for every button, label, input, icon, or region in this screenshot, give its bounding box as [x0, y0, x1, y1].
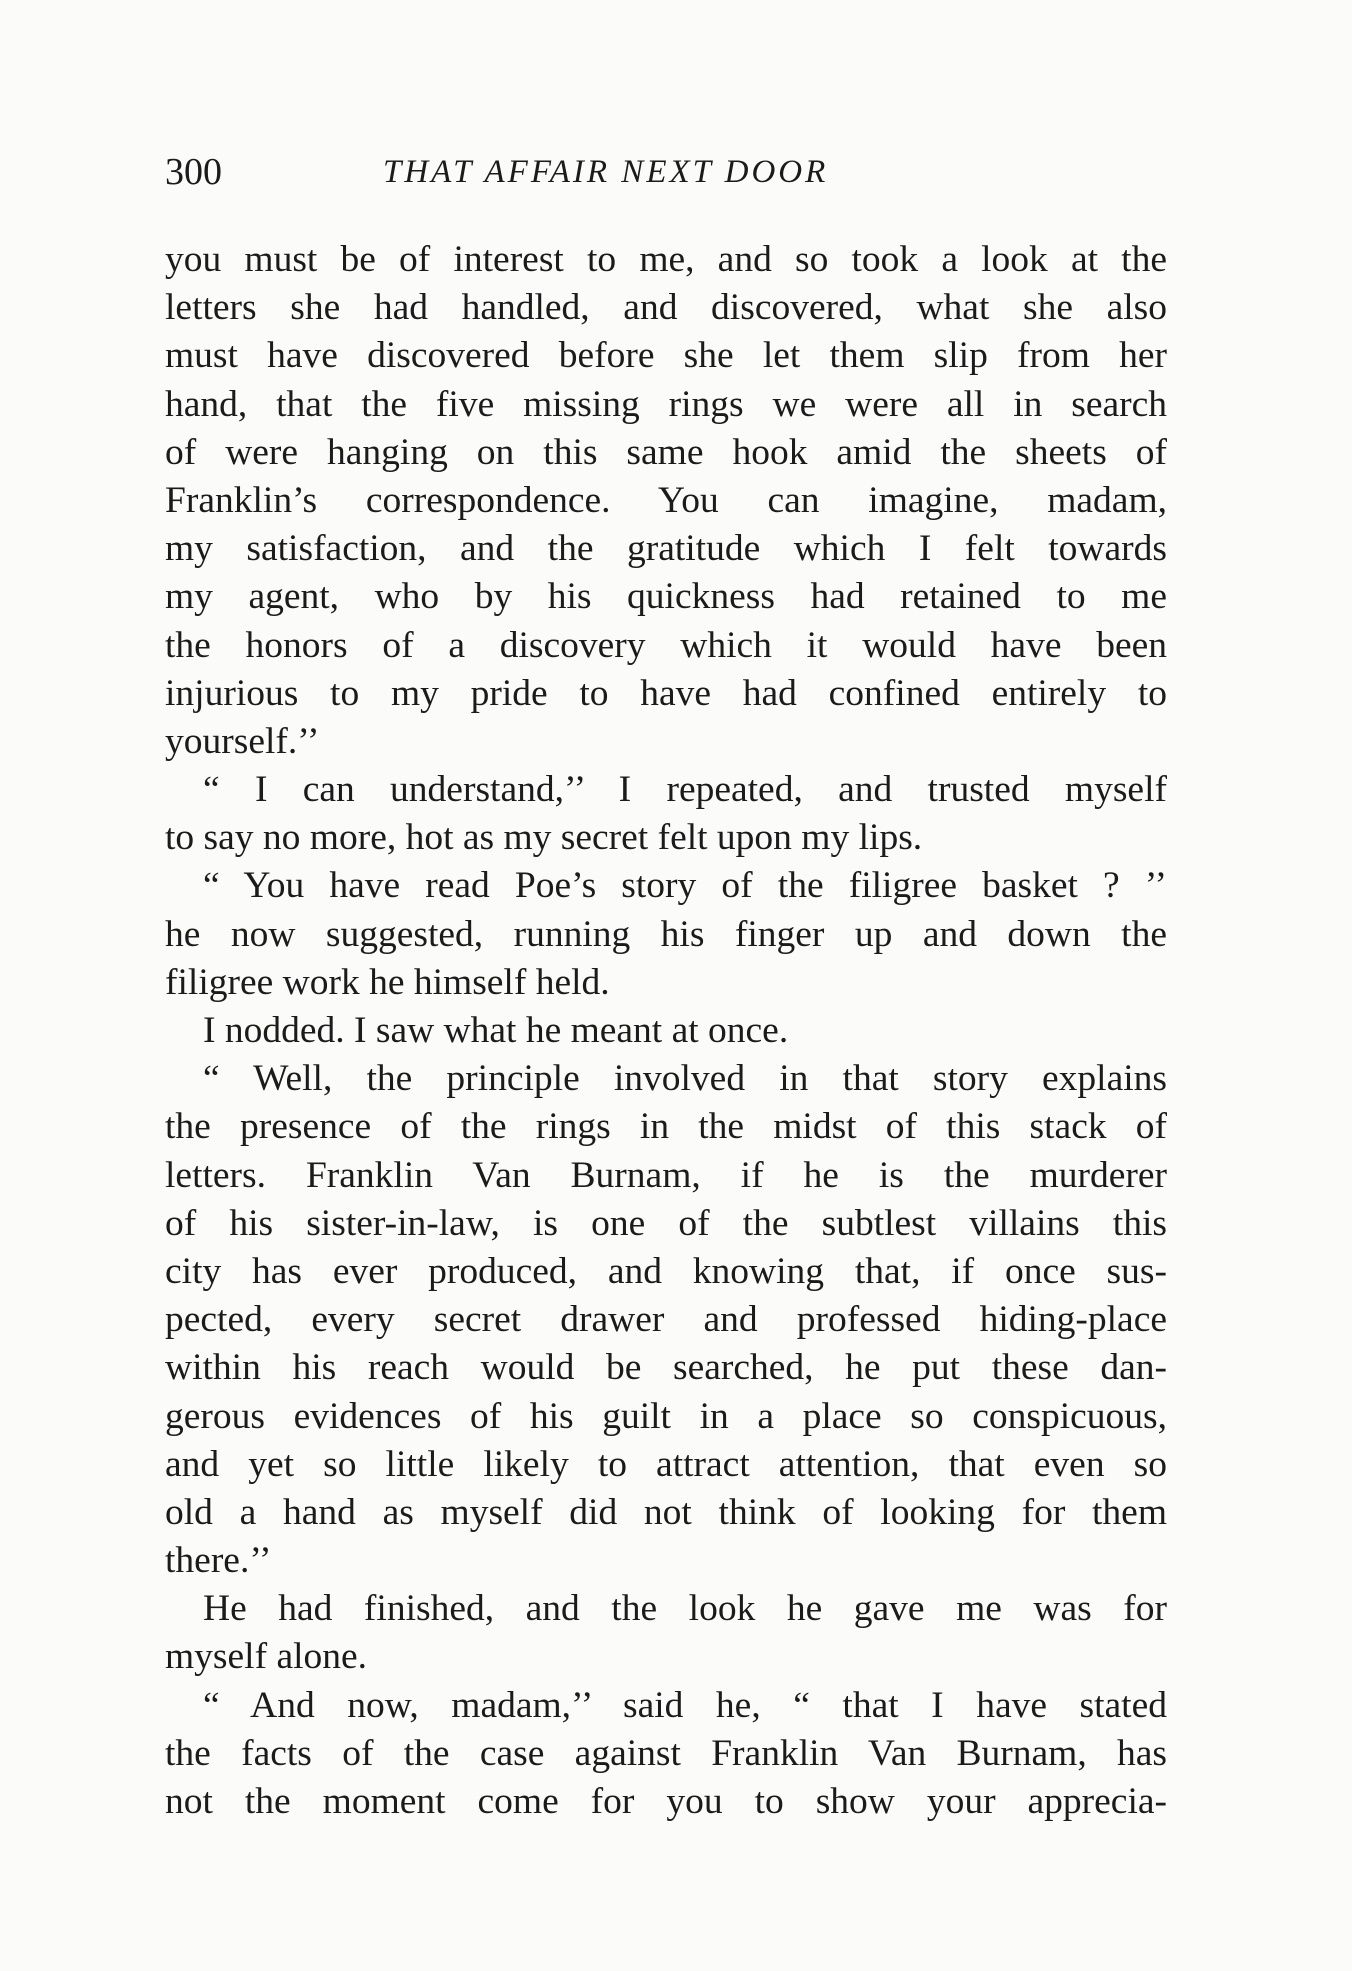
text-line: injurious to my pride to have had confined entirely to: [165, 672, 1167, 714]
text-line: “ And now, madam,’’ said he, “ that I have stated: [203, 1684, 1167, 1726]
text-line: not the moment come for you to show your apprecia-: [165, 1781, 1167, 1822]
running-title: THAT AFFAIR NEXT DOOR: [383, 154, 829, 190]
text-line: “ Well, the principle involved in that story explains: [203, 1058, 1167, 1100]
page-header: [165, 148, 1175, 198]
body-text: [165, 236, 1167, 1826]
text-line: to say no more, hot as my secret felt upon my lips.: [165, 817, 923, 859]
text-line: there.’’: [165, 1540, 272, 1582]
text-line: of his sister-in-law, is one of the subtlest villains this: [165, 1202, 1167, 1244]
text-line: “ You have read Poe’s story of the filigree basket ? ’’: [203, 865, 1167, 907]
text-line: the facts of the case against Franklin Van Burnam, has: [165, 1732, 1167, 1774]
text-line: hand, that the five missing rings we were all in search: [165, 383, 1167, 425]
text-line: pected, every secret drawer and professed hiding-place: [165, 1299, 1167, 1341]
text-line: Franklin’s correspondence. You can imagine, madam,: [165, 479, 1167, 521]
text-line: within his reach would be searched, he put these dan-: [165, 1347, 1167, 1389]
text-line: letters. Franklin Van Burnam, if he is the murderer: [165, 1154, 1167, 1196]
page-number: 300: [165, 151, 222, 193]
text-line: myself alone.: [165, 1636, 368, 1678]
text-line: He had finished, and the look he gave me was for: [203, 1588, 1167, 1630]
text-line: and yet so little likely to attract attention, that even so: [165, 1443, 1167, 1485]
text-line: he now suggested, running his finger up and down the: [165, 913, 1167, 955]
text-line: of were hanging on this same hook amid the sheets of: [165, 431, 1167, 473]
text-line: the presence of the rings in the midst of this stack of: [165, 1106, 1167, 1148]
text-line: old a hand as myself did not think of looking for them: [165, 1491, 1167, 1533]
text-line: letters she had handled, and discovered, what she also: [165, 287, 1167, 329]
text-line: filigree work he himself held.: [165, 961, 610, 1003]
text-line: must have discovered before she let them slip from her: [165, 335, 1167, 377]
text-line: city has ever produced, and knowing that, if once sus-: [165, 1250, 1167, 1292]
text-line: “ I can understand,’’ I repeated, and trusted myself: [203, 769, 1167, 811]
text-line: gerous evidences of his guilt in a place so conspicuous,: [165, 1395, 1167, 1437]
text-line: yourself.’’: [165, 720, 320, 762]
text-line: my satisfaction, and the gratitude which I felt towards: [165, 528, 1167, 570]
text-line: my agent, who by his quickness had retained to me: [165, 576, 1167, 618]
text-line: you must be of interest to me, and so took a look at the: [165, 239, 1167, 280]
text-line: the honors of a discovery which it would have been: [165, 624, 1167, 666]
text-line: I nodded. I saw what he meant at once.: [203, 1010, 789, 1051]
